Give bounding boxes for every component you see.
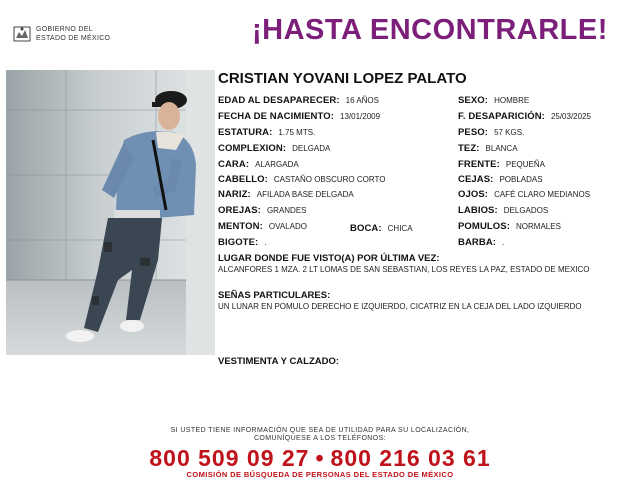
field-complexion-value: DELGADA xyxy=(292,144,331,153)
field-menton-label: MENTON: xyxy=(218,221,263,232)
field-estatura-label: ESTATURA: xyxy=(218,127,273,138)
footer-info-line2: COMUNÍQUESE A LOS TELÉFONOS: xyxy=(253,435,387,442)
field-cabello-label: CABELLO: xyxy=(218,174,268,185)
phone-number-1[interactable]: 800 509 09 27 xyxy=(149,445,310,471)
field-peso xyxy=(458,127,524,138)
field-cabello-value: CASTAÑO OBSCURO CORTO xyxy=(273,175,386,184)
field-estatura xyxy=(218,127,315,138)
field-edad-label: EDAD AL DESAPARECER: xyxy=(218,95,340,106)
field-cejas-label: CEJAS: xyxy=(458,174,494,185)
field-pomulos-label: POMULOS: xyxy=(458,221,510,232)
field-orejas-value: GRANDES xyxy=(266,206,307,215)
field-frente-label: FRENTE: xyxy=(458,159,500,170)
senas-label: SEÑAS PARTICULARES: xyxy=(218,290,331,301)
logo-text-line2: ESTADO DE MÉXICO xyxy=(36,35,111,42)
field-labios-value: DELGADOS xyxy=(503,206,549,215)
field-complexion-label: COMPLEXION: xyxy=(218,143,287,154)
vestimenta-label: VESTIMENTA Y CALZADO: xyxy=(218,356,340,367)
phone-separator: • xyxy=(315,445,325,471)
field-ojos-value: CAFÉ CLARO MEDIANOS xyxy=(494,190,591,199)
state-emblem-icon xyxy=(12,24,32,44)
field-nacimiento xyxy=(218,111,380,122)
field-pomulos-value: NORMALES xyxy=(516,222,561,231)
logo-text-line1: GOBIERNO DEL xyxy=(36,26,93,33)
field-boca-label: BOCA: xyxy=(350,223,382,234)
field-sexo-label: SEXO: xyxy=(458,95,489,106)
commission-name: COMISIÓN DE BÚSQUEDA DE PERSONAS DEL ESTADO DE MÉXICO xyxy=(186,470,454,479)
field-ojos xyxy=(458,189,590,200)
field-sexo xyxy=(458,95,529,106)
field-ojos-label: OJOS: xyxy=(458,189,489,200)
field-peso-value: 57 KGS. xyxy=(494,128,525,137)
field-frente-value: PEQUEÑA xyxy=(505,160,545,169)
field-barba-value: . xyxy=(502,238,505,247)
footer-info-line1: SI USTED TIENE INFORMACIÓN QUE SEA DE UTILIDAD PARA SU LOCALIZACIÓN, xyxy=(170,427,470,434)
field-menton xyxy=(218,221,307,232)
person-name: CRISTIAN YOVANI LOPEZ PALATO xyxy=(218,70,467,87)
field-peso-label: PESO: xyxy=(458,127,489,138)
field-orejas xyxy=(218,205,307,216)
field-edad xyxy=(218,95,379,106)
field-estatura-value: 1.75 MTS. xyxy=(278,128,316,137)
field-boca-value: CHICA xyxy=(387,224,413,233)
field-desaparicion-value: 25/03/2025 xyxy=(550,112,591,121)
field-cabello xyxy=(218,174,385,185)
field-labios xyxy=(458,205,548,216)
field-nacimiento-label: FECHA DE NACIMIENTO: xyxy=(218,111,334,122)
government-logo xyxy=(12,24,112,44)
field-frente xyxy=(458,159,545,170)
phone-number-2[interactable]: 800 216 03 61 xyxy=(330,445,491,471)
field-nariz xyxy=(218,189,354,200)
field-menton-value: OVALADO xyxy=(268,222,307,231)
lugar-label: LUGAR DONDE FUE VISTO(A) POR ÚLTIMA VEZ: xyxy=(218,253,440,264)
field-sexo-value: HOMBRE xyxy=(494,96,530,105)
field-nariz-label: NARIZ: xyxy=(218,189,251,200)
field-boca xyxy=(350,223,413,234)
field-desaparicion-label: F. DESAPARICIÓN: xyxy=(458,111,545,122)
phone-numbers xyxy=(0,445,640,472)
field-desaparicion xyxy=(458,111,591,122)
field-tez-value: BLANCA xyxy=(485,144,518,153)
field-bigote-value: . xyxy=(264,238,267,247)
field-bigote-label: BIGOTE: xyxy=(218,237,259,248)
missing-person-photo xyxy=(6,70,215,355)
field-labios-label: LABIOS: xyxy=(458,205,498,216)
field-nariz-value: AFILADA BASE DELGADA xyxy=(256,190,354,199)
field-barba xyxy=(458,237,504,248)
field-barba-label: BARBA: xyxy=(458,237,497,248)
field-edad-value: 16 AÑOS xyxy=(345,96,379,105)
field-orejas-label: OREJAS: xyxy=(218,205,261,216)
field-cejas-value: POBLADAS xyxy=(499,175,543,184)
field-tez xyxy=(458,143,518,154)
field-nacimiento-value: 13/01/2009 xyxy=(340,112,381,121)
field-bigote xyxy=(218,237,267,248)
field-cara-label: CARA: xyxy=(218,159,250,170)
field-cara xyxy=(218,159,299,170)
field-tez-label: TEZ: xyxy=(458,143,480,154)
field-cara-value: ALARGADA xyxy=(255,160,299,169)
lugar-text: ALCANFORES 1 MZA. 2 LT LOMAS DE SAN SEBASTIAN, LOS REYES LA PAZ, ESTADO DE MEXICO xyxy=(218,265,590,274)
field-cejas xyxy=(458,174,543,185)
field-pomulos xyxy=(458,221,561,232)
banner-title: ¡HASTA ENCONTRARLE! xyxy=(252,14,608,46)
field-complexion xyxy=(218,143,330,154)
senas-text: UN LUNAR EN POMULO DERECHO E IZQUIERDO, CICATRIZ EN LA CEJA DEL LADO IZQUIERDO xyxy=(218,302,582,311)
